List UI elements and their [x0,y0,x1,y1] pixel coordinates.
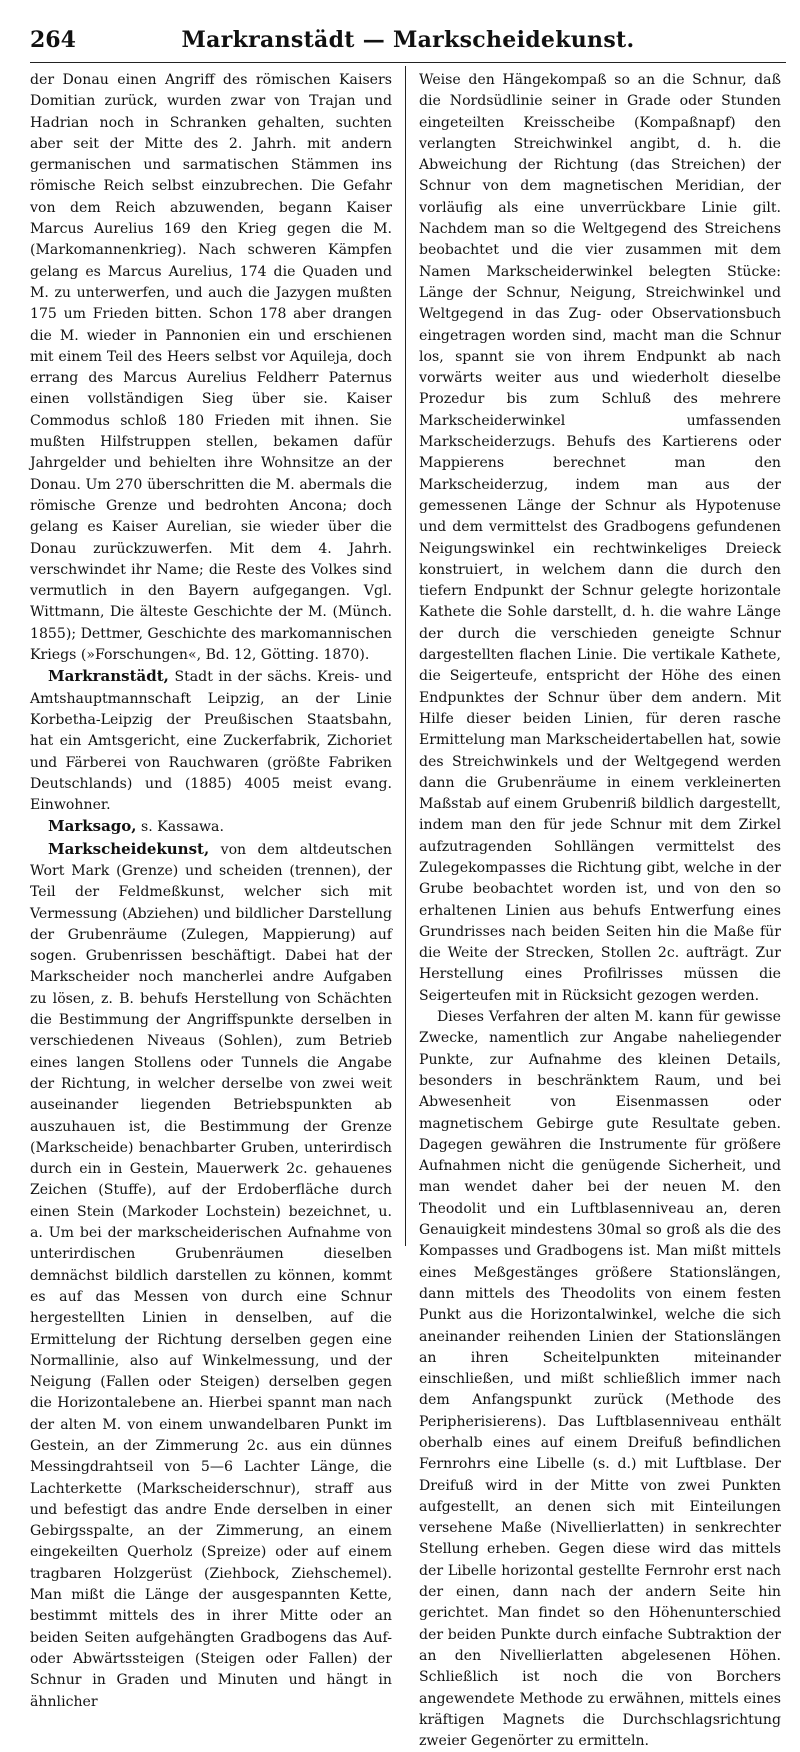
paragraph-neue-markscheidekunst: Dieses Verfahren der alten M. kann für gewisse Zwecke, namentlich zur Angabe naheliegender Punkte, zur Aufnahme des kleinen Details, besonders in beschränktem Raum, und bei Abwesenheit von Eisenmassen oder magnetischem Gebirge gute Resultate geben. Dagegen gewähren die Instrumente für größere Aufnahmen nicht die genügende Sicherheit, und man wendet daher bei der neuen M. den Theodolit und ein Luftblasenniveau an, deren Genauigkeit mindestens 30mal so groß als die des Kompasses und Gradbogens ist. Man mißt mittels eines Meßgestänges größere Stationslängen, dann mittels des Theodolits von einem festen Punkt aus die Horizontalwinkel, welche die sich aneinander reihenden Linien der Stationslängen an ihren Scheitelpunkten miteinander einschließen, und mißt schließlich immer nach dem Anfangspunkt zurück (Methode des Peripherisierens). Das Luftblasenniveau enthält oberhalb eines auf einem Dreifuß befindlichen Fernrohrs eine Libelle (s. d.) mit Luftblase. Der Dreifuß wird in der Mitte von zwei Punkten aufgestellt, an denen sich mit Einteilungen versehene Maße (Nivellierlatten) in senkrechter Stellung erheben. Gegen diese wird das mittels der Libelle horizontal gestellte Fernrohr erst nach der einen, dann nach der andern Seite hin gerichtet. Man findet so den Höhenunterschied der beiden Punkte durch einfache Subtraktion der an den Nivellierlatten abgelesenen Höhen. Schließlich ist noch die von Borchers angewendete Methode zu erwähnen, mittels eines kräftigen Magnets die Durchschlagsrichtung zweier Gegenörter zu ermitteln. [419,1009,781,1750]
paragraph-markomannen-continued: der Donau einen Angriff des römischen Kaisers Domitian zurück, wurden zwar von Trajan und Hadrian noch in Schranken gehalten, suchten aber seit der Mitte des 2. Jahrh. mit andern germanischen und sarmatischen Stämmen ins römische Reich selbst einzubrechen. Die Gefahr von dem Reich abzuwenden, begann Kaiser Marcus Aurelius 169 den Krieg gegen die M. (Markomannenkrieg). Nach schweren Kämpfen gelang es Marcus Aurelius, 174 die Quaden und M. zu unterwerfen, und auch die Jazygen mußten 175 um Frieden bitten. Schon 178 aber drangen die M. wieder in Pannonien ein und erschienen mit einem Teil des Heers selbst vor Aquileja, doch errang des Marcus Aurelius Feldherr Paternus einen vollständigen Sieg über sie. Kaiser Commodus schloß 180 Frieden mit ihnen. Sie mußten Hilfstruppen stellen, bekamen dafür Jahrgelder und behielten ihre Wohnsitze an der Donau. Um 270 überschritten die M. abermals die römische Grenze und bedrohten Ancona; doch gelang es Kaiser Aurelian, sie wieder über die Donau zurückzuwerfen. Mit dem 4. Jahrh. verschwindet ihr Name; die Reste des Volkes sind vermutlich in den Bayern aufgegangen. Vgl. Wittmann, Die älteste Geschichte der M. (Münch. 1855); Dettmer, Geschichte des markomannischen Kriegs (»Forschungen«, Bd. 12, Götting. 1870). [30,72,392,664]
entry-markranstaedt [30,666,392,816]
headword-marksago: Marksago, [48,817,137,836]
page-number: 264 [30,27,76,53]
header-rule [30,62,786,63]
entry-markranstaedt-body: Stadt in der sächs. Kreis- und Amtshauptmannschaft Leipzig, an der Linie Korbetha-Leipzig der Preußischen Staatsbahn, hat ein Amtsgericht, eine Zuckerfabrik, Zichoriet und Färberei von Rauchwaren (größte Fabriken Deutschlands) und (1885) 4005 meist evang. Einwohner. [30,669,392,814]
entry-marksago [30,816,392,838]
headword-markscheidekunst: Markscheidekunst, [48,839,210,858]
paragraph-markscheidekunst-continued: Weise den Hängekompaß so an die Schnur, daß die Nordsüdlinie seiner in Grade oder Stunden eingeteilten Kreisscheibe (Kompaßnapf) den verlangten Streichwinkel angibt, d. h. die Abweichung der Richtung (das Streichen) der Schnur von dem magnetischen Meridian, der vorläufig als eine unverrückbare Linie gilt. Nachdem man so die Weltgegend des Streichens beobachtet und die vier zusammen mit dem Namen Markscheiderwinkel belegten Stücke: Länge der Schnur, Neigung, Streichwinkel und Weltgegend in das Zug- oder Observationsbuch eingetragen worden sind, macht man die Schnur los, spannt sie von ihrem Endpunkt ab nach vorwärts weiter aus und wiederholt dieselbe Prozedur bis zum Schluß des mehrere Markscheiderwinkel umfassenden Markscheiderzugs. Behufs des Kartierens oder Mappierens berechnet man den Markscheiderzug, indem man aus der gemessenen Länge der Schnur als Hypotenuse und dem vermittelst des Gradbogens gefundenen Neigungswinkel ein rechtwinkeliges Dreieck konstruiert, in welchem dann die durch den tiefern Endpunkt der Schnur gelegte horizontale Kathete die Sohle darstellt, d. h. die wahre Länge der durch die verschieden geneigte Schnur dargestellten flachen Linie. Die vertikale Kathete, die Seigerteufe, entspricht der Höhe des einen Endpunktes der Schnur über dem andern. Mit Hilfe dieser beiden Linien, für deren rasche Ermittelung man Markscheidertabellen hat, sowie des Streichwinkels und der Weltgegend werden dann die Grubenräume in einem verkleinerten Maßstab auf einem Grubenriß bildlich dargestellt, indem man den für jede Schnur mit dem Zirkel aufzutragenden Sohllängen vermittelst des Zulegekompasses die Richtung gibt, welche in der Grube beobachtet worden ist, und von den so erhaltenen Linien aus behufs Entwerfung eines Grundrisses nach beiden Seiten hin die Maße für die Weite der Strecken, Stollen 2c. aufträgt. Zur Herstellung eines Profilrisses müssen die Seigerteufen mit in Rücksicht gezogen werden. [419,72,781,1004]
page-header [30,22,786,58]
headword-markranstaedt: Markranstädt, [48,667,169,686]
running-head: Markranstädt — Markscheidekunst. [181,27,635,53]
right-column [419,70,781,1750]
left-column [30,70,392,1710]
entry-markscheidekunst-body: von dem altdeutschen Wort Mark (Grenze) und scheiden (trennen), der Teil der Feldmeßkunst, welcher sich mit Vermessung (Abziehen) und bildlicher Darstellung der Grubenräume (Zulegen, Mappierung) auf sogen. Grubenrissen beschäftigt. Dabei hat der Markscheider noch mancherlei andre Aufgaben zu lösen, z. B. behufs Herstellung von Schächten die Bestimmung der Angriffspunkte derselben in verschiedenen Niveaus (Sohlen), zum Betrieb eines langen Stollens oder Tunnels die Angabe der Richtung, in welcher derselbe von zwei weit auseinander liegenden Betriebspunkten ab auszuhauen ist, die Bestimmung der Grenze (Markscheide) benachbarter Gruben, unterirdisch durch ein in Gestein, Mauerwerk 2c. gehauenes Zeichen (Stuffe), auf der Erdoberfläche durch einen Stein (Markoder Lochstein) bezeichnet, u. a. Um bei der markscheiderischen Aufnahme von unterirdischen Grubenräumen dieselben demnächst bildlich darstellen zu können, kommt es auf das Messen von durch eine Schnur hergestellten Linien in denselben, auf die Ermittelung der Richtung derselben gegen eine Normallinie, also auf Winkelmessung, und der Neigung (Fallen oder Steigen) derselben gegen die Horizontalebene an. Hierbei spannt man nach der alten M. von einem unwandelbaren Punkt im Gestein, an der Zimmerung 2c. aus ein dünnes Messingdrahtseil von 5—6 Lachter Länge, die Lachterkette (Markscheiderschnur), straff aus und befestigt das andre Ende derselben in einer Gebirgsspalte, an der Zimmerung, an einem eingekeilten Querholz (Spreize) oder auf einem tragbaren Holzgerüst (Ziehbock, Ziehschemel). Man mißt die Länge der ausgespannten Kette, bestimmt mittels des in ihrer Mitte oder an beiden Seiten aufgehängten Gradbogens das Auf- oder Abwärtssteigen (Steigen oder Fallen) der Schnur in Graden und Minuten und hängt in ähnlicher [30,841,392,1710]
entry-markscheidekunst [30,839,392,1713]
column-divider [405,66,406,1246]
entry-marksago-body: s. Kassawa. [136,819,224,836]
